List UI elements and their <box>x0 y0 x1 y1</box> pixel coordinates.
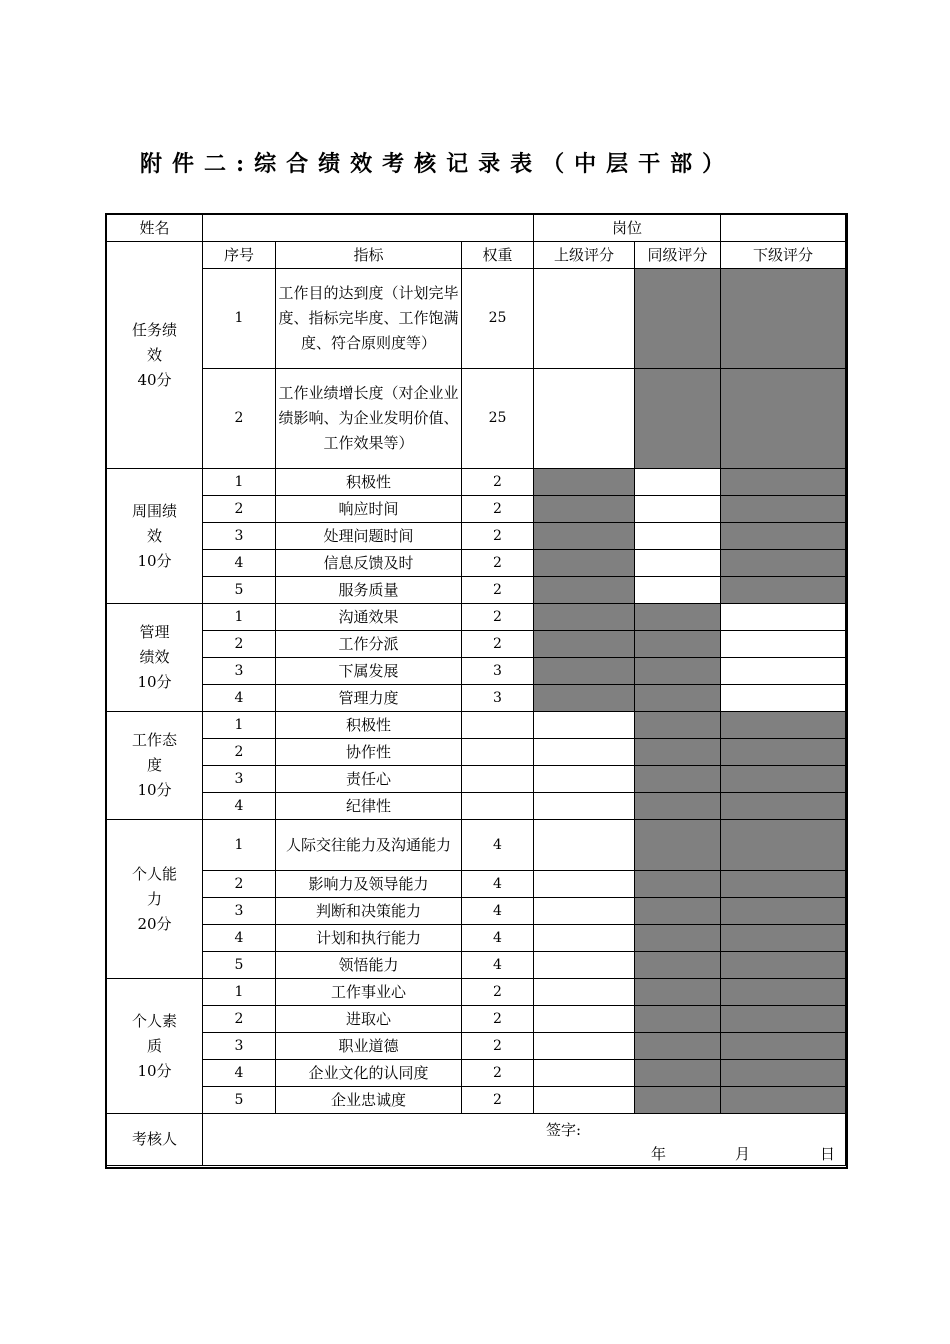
group-label-line: 度 <box>146 756 162 774</box>
row-seq: 1 <box>203 979 276 1006</box>
table-row <box>107 631 846 658</box>
row-indicator: 协作性 <box>276 739 462 766</box>
table-row <box>107 871 846 898</box>
row-weight <box>462 712 534 739</box>
superior-score-cell <box>534 496 635 523</box>
subordinate-score-cell <box>721 925 846 952</box>
table-row <box>107 739 846 766</box>
peer-score-cell <box>635 925 721 952</box>
row-indicator: 进取心 <box>276 1006 462 1033</box>
table-row <box>107 712 846 739</box>
group-label-line: 任务绩 <box>131 320 177 339</box>
row-weight: 2 <box>462 1033 534 1060</box>
peer-score-cell[interactable] <box>635 550 721 577</box>
subordinate-score-cell <box>721 820 846 871</box>
group-label-line: 10分 <box>137 673 172 691</box>
superior-score-cell <box>534 550 635 577</box>
subordinate-score-cell <box>721 469 846 496</box>
subordinate-score-cell <box>721 1033 846 1060</box>
peer-score-cell <box>635 979 721 1006</box>
subordinate-score-cell[interactable] <box>721 604 846 631</box>
superior-score-cell <box>534 685 635 712</box>
table-row <box>107 979 846 1006</box>
peer-score-cell <box>635 1006 721 1033</box>
subordinate-score-cell <box>721 766 846 793</box>
subordinate-score-cell <box>721 1060 846 1087</box>
date-day-label: 日 <box>820 1145 836 1163</box>
superior-score-cell[interactable] <box>534 1006 635 1033</box>
name-field[interactable] <box>203 215 534 242</box>
peer-score-cell <box>635 820 721 871</box>
row-indicator: 企业忠诚度 <box>276 1087 462 1114</box>
superior-score-cell[interactable] <box>534 1060 635 1087</box>
row-indicator: 下属发展 <box>276 658 462 685</box>
row-seq: 2 <box>203 739 276 766</box>
row-weight: 4 <box>462 925 534 952</box>
peer-score-cell <box>635 1060 721 1087</box>
subordinate-score-cell <box>721 1087 846 1114</box>
row-weight: 4 <box>462 952 534 979</box>
row-seq: 3 <box>203 766 276 793</box>
column-header-row <box>107 242 846 269</box>
row-seq: 4 <box>203 685 276 712</box>
row-indicator: 责任心 <box>276 766 462 793</box>
group-label <box>107 820 203 979</box>
date-year-label: 年 <box>651 1145 667 1163</box>
peer-score-cell <box>635 739 721 766</box>
row-weight: 3 <box>462 658 534 685</box>
peer-score-cell <box>635 793 721 820</box>
superior-score-cell <box>534 658 635 685</box>
column-seq: 序号 <box>203 242 276 269</box>
column-indicator: 指标 <box>276 242 462 269</box>
table-row <box>107 269 846 369</box>
group-label-line: 20分 <box>137 914 172 933</box>
superior-score-cell <box>534 523 635 550</box>
row-indicator: 领悟能力 <box>276 952 462 979</box>
superior-score-cell[interactable] <box>534 1087 635 1114</box>
subordinate-score-cell[interactable] <box>721 631 846 658</box>
row-indicator: 管理力度 <box>276 685 462 712</box>
subordinate-score-cell <box>721 1006 846 1033</box>
superior-score-cell[interactable] <box>534 1033 635 1060</box>
row-indicator: 沟通效果 <box>276 604 462 631</box>
assessment-table <box>106 214 846 1166</box>
table-row <box>107 925 846 952</box>
row-weight: 2 <box>462 577 534 604</box>
peer-score-cell[interactable] <box>635 523 721 550</box>
row-seq: 3 <box>203 523 276 550</box>
superior-score-cell <box>534 577 635 604</box>
superior-score-cell <box>534 469 635 496</box>
sign-label: 签字: <box>546 1121 582 1139</box>
superior-score-cell[interactable] <box>534 979 635 1006</box>
superior-score-cell[interactable] <box>534 269 635 369</box>
row-weight: 2 <box>462 1006 534 1033</box>
position-label: 岗位 <box>534 215 721 242</box>
row-indicator: 工作事业心 <box>276 979 462 1006</box>
group-label <box>107 979 203 1114</box>
row-indicator: 纪律性 <box>276 793 462 820</box>
group-label-line: 周围绩 <box>131 501 177 520</box>
group-label-line: 质 <box>146 1036 162 1055</box>
row-indicator: 计划和执行能力 <box>276 925 462 952</box>
group-label-line: 工作态 <box>131 731 177 749</box>
row-weight: 25 <box>462 369 534 469</box>
row-weight: 2 <box>462 523 534 550</box>
peer-score-cell <box>635 712 721 739</box>
subordinate-score-cell <box>721 523 846 550</box>
superior-score-cell[interactable] <box>534 793 635 820</box>
row-seq: 2 <box>203 871 276 898</box>
position-field[interactable] <box>721 215 846 242</box>
group-label-line: 绩效 <box>139 648 170 666</box>
superior-score-cell[interactable] <box>534 369 635 469</box>
table-row <box>107 469 846 496</box>
row-seq: 5 <box>203 577 276 604</box>
group-label <box>107 469 203 604</box>
row-indicator: 判断和决策能力 <box>276 898 462 925</box>
row-weight <box>462 766 534 793</box>
row-weight: 4 <box>462 871 534 898</box>
group-label <box>107 242 203 469</box>
header-row-name <box>107 215 846 242</box>
table-row <box>107 523 846 550</box>
row-indicator: 工作业绩增长度（对企业业绩影响、为企业发明价值、工作效果等） <box>276 369 462 469</box>
name-label: 姓名 <box>107 215 203 242</box>
date-month-label: 月 <box>735 1145 751 1163</box>
row-seq: 1 <box>203 269 276 369</box>
table-row <box>107 496 846 523</box>
row-weight: 2 <box>462 496 534 523</box>
table-row <box>107 369 846 469</box>
table-row <box>107 898 846 925</box>
document-title: 附件二:综合绩效考核记录表（中层干部） <box>140 151 735 177</box>
superior-score-cell[interactable] <box>534 871 635 898</box>
row-seq: 3 <box>203 1033 276 1060</box>
row-indicator: 人际交往能力及沟通能力 <box>276 820 462 871</box>
column-subordinate-score: 下级评分 <box>721 242 846 269</box>
row-seq: 2 <box>203 1006 276 1033</box>
row-weight <box>462 739 534 766</box>
row-weight <box>462 793 534 820</box>
group-label-line: 10分 <box>137 1061 172 1080</box>
peer-score-cell <box>635 952 721 979</box>
group-label-line: 管理 <box>139 623 170 641</box>
superior-score-cell <box>534 631 635 658</box>
row-indicator: 影响力及领导能力 <box>276 871 462 898</box>
group-label-line: 力 <box>146 889 162 908</box>
subordinate-score-cell <box>721 871 846 898</box>
superior-score-cell <box>534 604 635 631</box>
assessor-label: 考核人 <box>107 1114 203 1166</box>
group-label-line: 效 <box>146 345 162 364</box>
row-seq: 1 <box>203 820 276 871</box>
row-weight: 4 <box>462 820 534 871</box>
row-weight: 3 <box>462 685 534 712</box>
table-row <box>107 604 846 631</box>
row-seq: 4 <box>203 1060 276 1087</box>
table-row <box>107 766 846 793</box>
subordinate-score-cell[interactable] <box>721 658 846 685</box>
superior-score-cell[interactable] <box>534 712 635 739</box>
peer-score-cell <box>635 1033 721 1060</box>
table-row <box>107 577 846 604</box>
peer-score-cell[interactable] <box>635 577 721 604</box>
row-seq: 2 <box>203 369 276 469</box>
superior-score-cell[interactable] <box>534 952 635 979</box>
peer-score-cell <box>635 685 721 712</box>
table-row <box>107 1060 846 1087</box>
table-row <box>107 952 846 979</box>
row-seq: 4 <box>203 793 276 820</box>
row-indicator: 工作目的达到度（计划完毕度、指标完毕度、工作饱满度、符合原则度等） <box>276 269 462 369</box>
peer-score-cell <box>635 871 721 898</box>
row-indicator: 企业文化的认同度 <box>276 1060 462 1087</box>
subordinate-score-cell <box>721 496 846 523</box>
row-seq: 3 <box>203 898 276 925</box>
group-label-line: 40分 <box>137 370 172 389</box>
peer-score-cell <box>635 631 721 658</box>
subordinate-score-cell <box>721 793 846 820</box>
peer-score-cell <box>635 766 721 793</box>
table-row <box>107 1087 846 1114</box>
group-label-line: 效 <box>146 526 162 545</box>
row-indicator: 积极性 <box>276 712 462 739</box>
superior-score-cell[interactable] <box>534 739 635 766</box>
row-indicator: 职业道德 <box>276 1033 462 1060</box>
peer-score-cell <box>635 898 721 925</box>
superior-score-cell[interactable] <box>534 898 635 925</box>
row-seq: 4 <box>203 925 276 952</box>
row-seq: 3 <box>203 658 276 685</box>
peer-score-cell[interactable] <box>635 469 721 496</box>
peer-score-cell <box>635 604 721 631</box>
row-indicator: 处理问题时间 <box>276 523 462 550</box>
subordinate-score-cell[interactable] <box>721 685 846 712</box>
row-seq: 1 <box>203 712 276 739</box>
group-label-line: 个人能 <box>131 864 177 883</box>
table-row <box>107 658 846 685</box>
group-label <box>107 604 203 712</box>
table-row <box>107 793 846 820</box>
row-indicator: 服务质量 <box>276 577 462 604</box>
row-weight: 2 <box>462 1060 534 1087</box>
group-label-line: 个人素 <box>131 1011 177 1030</box>
row-weight: 2 <box>462 604 534 631</box>
row-seq: 5 <box>203 952 276 979</box>
row-weight: 2 <box>462 550 534 577</box>
row-seq: 2 <box>203 631 276 658</box>
peer-score-cell <box>635 1087 721 1114</box>
row-indicator: 积极性 <box>276 469 462 496</box>
superior-score-cell[interactable] <box>534 766 635 793</box>
group-label <box>107 712 203 820</box>
subordinate-score-cell <box>721 979 846 1006</box>
row-weight: 2 <box>462 1087 534 1114</box>
group-label-line: 10分 <box>137 781 172 799</box>
column-superior-score: 上级评分 <box>534 242 635 269</box>
subordinate-score-cell <box>721 952 846 979</box>
subordinate-score-cell <box>721 369 846 469</box>
peer-score-cell <box>635 369 721 469</box>
row-weight: 2 <box>462 979 534 1006</box>
subordinate-score-cell <box>721 550 846 577</box>
row-weight: 4 <box>462 898 534 925</box>
peer-score-cell <box>635 658 721 685</box>
row-weight: 2 <box>462 631 534 658</box>
column-peer-score: 同级评分 <box>635 242 721 269</box>
row-indicator: 工作分派 <box>276 631 462 658</box>
subordinate-score-cell <box>721 739 846 766</box>
peer-score-cell <box>635 269 721 369</box>
row-weight: 2 <box>462 469 534 496</box>
row-seq: 1 <box>203 469 276 496</box>
row-indicator: 响应时间 <box>276 496 462 523</box>
peer-score-cell[interactable] <box>635 496 721 523</box>
row-seq: 5 <box>203 1087 276 1114</box>
subordinate-score-cell <box>721 577 846 604</box>
table-row <box>107 1006 846 1033</box>
table-row <box>107 1033 846 1060</box>
superior-score-cell[interactable] <box>534 820 635 871</box>
row-seq: 4 <box>203 550 276 577</box>
row-seq: 1 <box>203 604 276 631</box>
row-weight: 25 <box>462 269 534 369</box>
subordinate-score-cell <box>721 712 846 739</box>
table-row <box>107 685 846 712</box>
superior-score-cell[interactable] <box>534 925 635 952</box>
table-row <box>107 820 846 871</box>
table-row <box>107 550 846 577</box>
subordinate-score-cell <box>721 898 846 925</box>
subordinate-score-cell <box>721 269 846 369</box>
row-indicator: 信息反馈及时 <box>276 550 462 577</box>
row-seq: 2 <box>203 496 276 523</box>
group-label-line: 10分 <box>137 551 172 570</box>
column-weight: 权重 <box>462 242 534 269</box>
